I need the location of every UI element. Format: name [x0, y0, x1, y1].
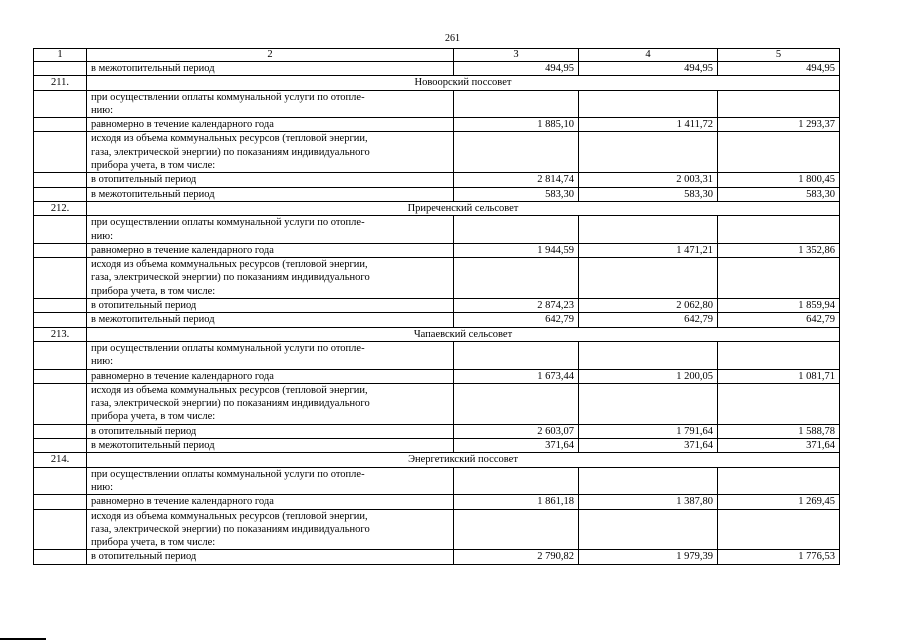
section-row: [34, 327, 840, 341]
table-row: [34, 467, 840, 495]
row-number: [34, 299, 87, 313]
value-col-4: [579, 216, 718, 244]
value-col-3: [454, 216, 579, 244]
table-row: [34, 550, 840, 564]
value-col-4: 1 979,39: [579, 550, 718, 564]
row-number: [34, 424, 87, 438]
page-number: 261: [445, 33, 460, 44]
value-col-3: [454, 90, 579, 118]
value-col-5: 642,79: [718, 313, 840, 327]
row-number: [34, 118, 87, 132]
value-col-4: 494,95: [579, 62, 718, 76]
value-col-3: 583,30: [454, 187, 579, 201]
row-number: [34, 383, 87, 424]
row-label: при осуществлении оплаты коммунальной услуги по отопле- нию:: [87, 341, 454, 369]
value-col-3: [454, 132, 579, 173]
row-label: в отопительный период: [87, 424, 454, 438]
value-col-3: [454, 467, 579, 495]
value-col-4: 583,30: [579, 187, 718, 201]
row-label: в межотопительный период: [87, 313, 454, 327]
row-number: [34, 313, 87, 327]
value-col-5: 371,64: [718, 439, 840, 453]
value-col-3: 2 874,23: [454, 299, 579, 313]
value-col-4: 1 387,80: [579, 495, 718, 509]
row-label: исходя из объема коммунальных ресурсов (тепловой энергии, газа, электрической энергии) по показаниям индивидуального прибора учета, в том числе:: [87, 383, 454, 424]
value-col-4: 1 471,21: [579, 243, 718, 257]
value-col-5: [718, 216, 840, 244]
row-number: [34, 509, 87, 550]
value-col-4: [579, 258, 718, 299]
section-title: Новоорский поссовет: [87, 76, 840, 90]
row-label: в межотопительный период: [87, 187, 454, 201]
value-col-5: 1 776,53: [718, 550, 840, 564]
value-col-3: 1 673,44: [454, 369, 579, 383]
row-label: при осуществлении оплаты коммунальной услуги по отопле- нию:: [87, 216, 454, 244]
table-row: [34, 509, 840, 550]
row-number: 213.: [34, 327, 87, 341]
value-col-3: 1 861,18: [454, 495, 579, 509]
table-row: [34, 118, 840, 132]
value-col-3: 371,64: [454, 439, 579, 453]
value-col-3: 642,79: [454, 313, 579, 327]
row-number: [34, 258, 87, 299]
row-label: равномерно в течение календарного года: [87, 495, 454, 509]
value-col-5: 494,95: [718, 62, 840, 76]
value-col-5: 1 269,45: [718, 495, 840, 509]
table-row: [34, 187, 840, 201]
table-row: [34, 439, 840, 453]
row-number: [34, 341, 87, 369]
value-col-3: [454, 383, 579, 424]
row-number: 214.: [34, 453, 87, 467]
value-col-4: [579, 467, 718, 495]
row-label: при осуществлении оплаты коммунальной услуги по отопле- нию:: [87, 467, 454, 495]
table-row: [34, 313, 840, 327]
table-row: [34, 299, 840, 313]
value-col-4: [579, 509, 718, 550]
value-col-5: [718, 341, 840, 369]
value-col-5: 1 293,37: [718, 118, 840, 132]
value-col-5: 1 352,86: [718, 243, 840, 257]
table-row: [34, 243, 840, 257]
row-label: равномерно в течение календарного года: [87, 369, 454, 383]
row-number: [34, 187, 87, 201]
row-number: [34, 369, 87, 383]
value-col-3: [454, 509, 579, 550]
value-col-3: 2 603,07: [454, 424, 579, 438]
value-col-4: 1 791,64: [579, 424, 718, 438]
section-title: Энергетикский поссовет: [87, 453, 840, 467]
value-col-3: [454, 258, 579, 299]
value-col-5: 1 800,45: [718, 173, 840, 187]
header-row: [34, 49, 840, 62]
column-header: 2: [87, 49, 454, 62]
row-label: в межотопительный период: [87, 439, 454, 453]
value-col-5: 1 859,94: [718, 299, 840, 313]
tariff-table: [33, 48, 840, 565]
table-row: [34, 369, 840, 383]
row-label: в отопительный период: [87, 173, 454, 187]
row-number: 211.: [34, 76, 87, 90]
value-col-4: [579, 132, 718, 173]
row-number: [34, 495, 87, 509]
value-col-4: 1 411,72: [579, 118, 718, 132]
row-number: [34, 90, 87, 118]
row-label: в отопительный период: [87, 550, 454, 564]
row-label: в межотопительный период: [87, 62, 454, 76]
table-row: [34, 258, 840, 299]
value-col-4: 2 062,80: [579, 299, 718, 313]
section-title: Приреченский сельсовет: [87, 201, 840, 215]
table-row: [34, 132, 840, 173]
row-label: равномерно в течение календарного года: [87, 118, 454, 132]
row-label: при осуществлении оплаты коммунальной услуги по отопле- нию:: [87, 90, 454, 118]
value-col-5: [718, 467, 840, 495]
table-row: [34, 383, 840, 424]
row-number: [34, 550, 87, 564]
value-col-5: 1 588,78: [718, 424, 840, 438]
table-row: [34, 424, 840, 438]
section-title: Чапаевский сельсовет: [87, 327, 840, 341]
column-header: 3: [454, 49, 579, 62]
section-row: [34, 453, 840, 467]
value-col-4: 371,64: [579, 439, 718, 453]
value-col-4: [579, 341, 718, 369]
column-header: 5: [718, 49, 840, 62]
section-row: [34, 76, 840, 90]
value-col-3: 2 814,74: [454, 173, 579, 187]
value-col-5: [718, 509, 840, 550]
table-row: [34, 216, 840, 244]
value-col-5: 1 081,71: [718, 369, 840, 383]
row-number: [34, 62, 87, 76]
row-number: [34, 132, 87, 173]
row-number: 212.: [34, 201, 87, 215]
value-col-5: [718, 258, 840, 299]
value-col-5: [718, 90, 840, 118]
row-number: [34, 467, 87, 495]
value-col-5: 583,30: [718, 187, 840, 201]
table-row: [34, 173, 840, 187]
value-col-4: 2 003,31: [579, 173, 718, 187]
section-row: [34, 201, 840, 215]
row-label: исходя из объема коммунальных ресурсов (тепловой энергии, газа, электрической энергии) по показаниям индивидуального прибора учета, в том числе:: [87, 509, 454, 550]
column-header: 1: [34, 49, 87, 62]
value-col-3: 1 885,10: [454, 118, 579, 132]
value-col-5: [718, 132, 840, 173]
value-col-3: 1 944,59: [454, 243, 579, 257]
value-col-3: [454, 341, 579, 369]
table-body: [34, 49, 840, 565]
row-label: равномерно в течение календарного года: [87, 243, 454, 257]
table-row: [34, 90, 840, 118]
row-label: в отопительный период: [87, 299, 454, 313]
row-label: исходя из объема коммунальных ресурсов (тепловой энергии, газа, электрической энергии) по показаниям индивидуального прибора учета, в том числе:: [87, 258, 454, 299]
table-row: [34, 341, 840, 369]
value-col-4: [579, 383, 718, 424]
table-row: [34, 62, 840, 76]
table-row: [34, 495, 840, 509]
value-col-4: 642,79: [579, 313, 718, 327]
value-col-3: 2 790,82: [454, 550, 579, 564]
value-col-3: 494,95: [454, 62, 579, 76]
row-label: исходя из объема коммунальных ресурсов (тепловой энергии, газа, электрической энергии) по показаниям индивидуального прибора учета, в том числе:: [87, 132, 454, 173]
value-col-5: [718, 383, 840, 424]
row-number: [34, 439, 87, 453]
value-col-4: 1 200,05: [579, 369, 718, 383]
row-number: [34, 216, 87, 244]
column-header: 4: [579, 49, 718, 62]
row-number: [34, 173, 87, 187]
row-number: [34, 243, 87, 257]
value-col-4: [579, 90, 718, 118]
